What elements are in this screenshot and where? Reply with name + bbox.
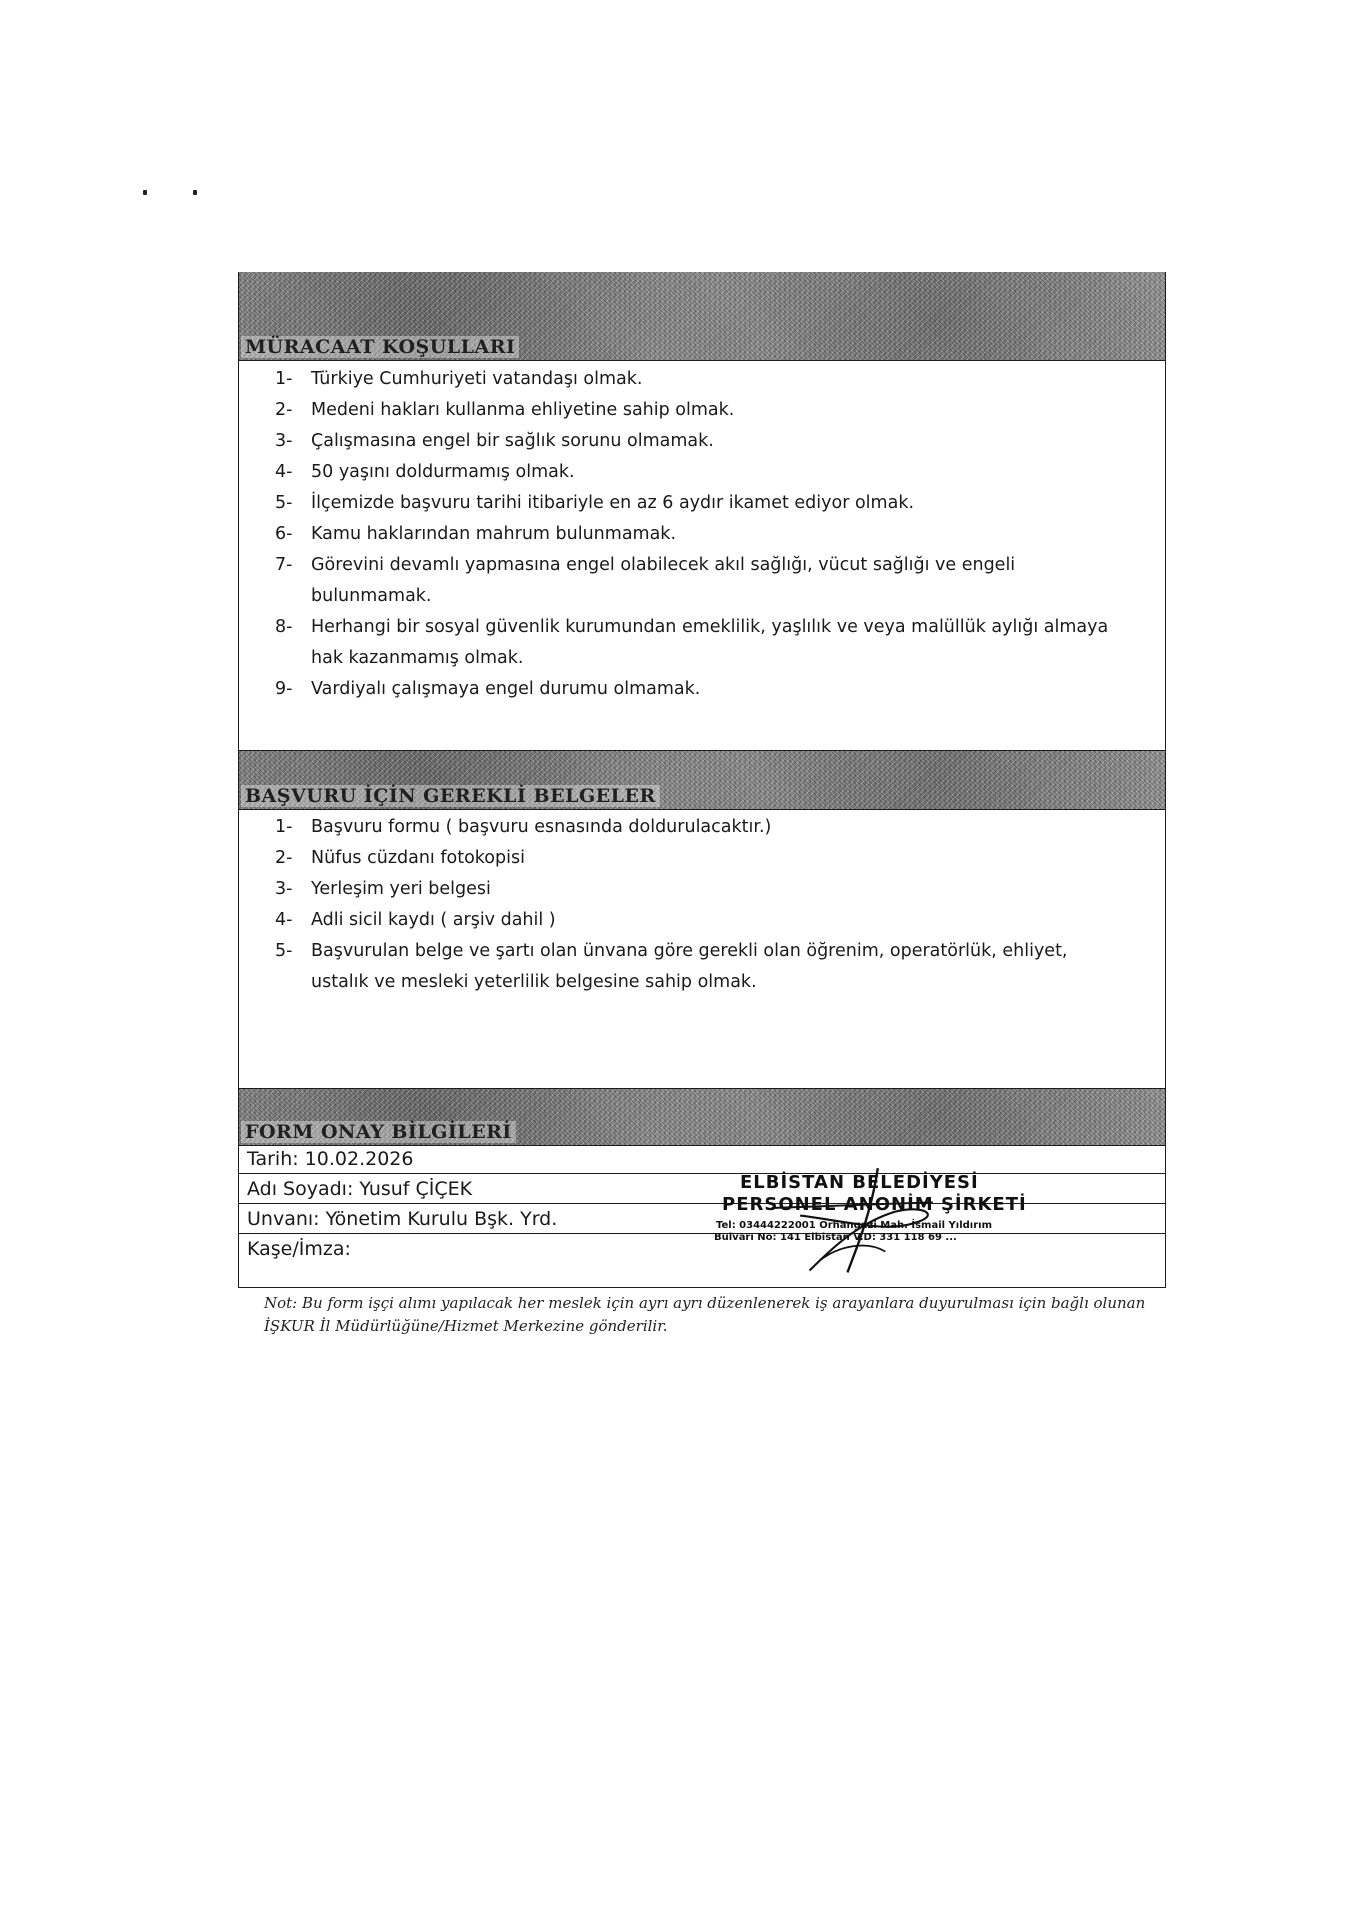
- list-item: [239, 457, 1165, 488]
- item-text: 50 yaşını doldurmamış olmak.: [311, 462, 575, 482]
- list-item: [239, 395, 1165, 426]
- stamp-line-1: ELBİSTAN BELEDİYESİ: [740, 1172, 979, 1193]
- conditions-list: [239, 364, 1165, 705]
- approval-header: [239, 1088, 1165, 1146]
- name-row: Adı Soyadı: Yusuf ÇİÇEK: [239, 1174, 1165, 1204]
- list-item: [239, 936, 1165, 998]
- item-number: 6-: [275, 524, 293, 544]
- list-item: [239, 612, 1165, 674]
- item-number: 1-: [275, 369, 293, 389]
- item-number: 8-: [275, 617, 293, 637]
- item-text: Başvuru formu ( başvuru esnasında doldurulacaktır.): [311, 817, 772, 837]
- item-number: 2-: [275, 848, 293, 868]
- documents-list: [239, 812, 1165, 998]
- list-item: [239, 426, 1165, 457]
- item-text: Medeni hakları kullanma ehliyetine sahip olmak.: [311, 400, 735, 420]
- signature-icon: [658, 1166, 1018, 1286]
- list-item: [239, 874, 1165, 905]
- application-form: [238, 272, 1166, 1288]
- item-number: 1-: [275, 817, 293, 837]
- date-row: Tarih: 10.02.2026: [239, 1144, 1165, 1174]
- item-number: 7-: [275, 555, 293, 575]
- item-number: 3-: [275, 879, 293, 899]
- approval-title: FORM ONAY BİLGİLERİ: [241, 1121, 516, 1143]
- item-text: Türkiye Cumhuriyeti vatandaşı olmak.: [311, 369, 643, 389]
- stamp-line-2: PERSONEL ANONİM ŞİRKETİ: [722, 1194, 1027, 1215]
- stamp-line-4: Bulvarı No: 141 Elbistan V.D: 331 118 69 ...: [714, 1232, 957, 1243]
- item-number: 2-: [275, 400, 293, 420]
- stamp-line-3: Tel: 03444222001 Orhangazi Mah. İsmail Yıldırım: [716, 1220, 992, 1231]
- footnote: Not: Bu form işçi alımı yapılacak her meslek için ayrı ayrı düzenlenerek iş arayanlara duyurulması için bağlı olunan İŞKUR İl Müdürlüğüne/Hizmet Merkezine gönderilir.: [264, 1294, 1146, 1335]
- documents-title: BAŞVURU İÇİN GEREKLİ BELGELER: [241, 785, 660, 807]
- item-text: Adli sicil kaydı ( arşiv dahil ): [311, 910, 556, 930]
- list-item: [239, 519, 1165, 550]
- conditions-title: MÜRACAAT KOŞULLARI: [241, 336, 519, 358]
- item-text: Görevini devamlı yapmasına engel olabilecek akıl sağlığı, vücut sağlığı ve engeli bulunmamak.: [311, 555, 1016, 606]
- list-item: [239, 364, 1165, 395]
- item-text: Çalışmasına engel bir sağlık sorunu olmamak.: [311, 431, 714, 451]
- list-item: [239, 812, 1165, 843]
- scan-speck: [143, 190, 147, 195]
- item-number: 4-: [275, 462, 293, 482]
- list-item: [239, 550, 1165, 612]
- documents-header: [239, 750, 1165, 810]
- list-item: [239, 674, 1165, 705]
- list-item: [239, 843, 1165, 874]
- item-text: Nüfus cüzdanı fotokopisi: [311, 848, 525, 868]
- item-number: 9-: [275, 679, 293, 699]
- item-number: 5-: [275, 493, 293, 513]
- item-number: 4-: [275, 910, 293, 930]
- item-text: Yerleşim yeri belgesi: [311, 879, 491, 899]
- list-item: [239, 488, 1165, 519]
- title-row: Unvanı: Yönetim Kurulu Bşk. Yrd.: [239, 1204, 1165, 1234]
- list-item: [239, 905, 1165, 936]
- company-stamp: [658, 1166, 1038, 1292]
- stamp-row: Kaşe/İmza:: [247, 1238, 351, 1260]
- item-text: Kamu haklarından mahrum bulunmamak.: [311, 524, 677, 544]
- item-text: Herhangi bir sosyal güvenlik kurumundan emeklilik, yaşlılık ve veya malüllük aylığı almaya hak kazanmamış olmak.: [311, 617, 1109, 668]
- conditions-header: [239, 272, 1165, 361]
- scan-speck: [193, 190, 197, 195]
- item-text: Başvurulan belge ve şartı olan ünvana göre gerekli olan öğrenim, operatörlük, ehliyet, ustalık ve mesleki yeterlilik belgesine sahip olmak.: [311, 941, 1068, 992]
- item-text: İlçemizde başvuru tarihi itibariyle en az 6 aydır ikamet ediyor olmak.: [311, 493, 915, 513]
- item-text: Vardiyalı çalışmaya engel durumu olmamak.: [311, 679, 701, 699]
- item-number: 5-: [275, 941, 293, 961]
- item-number: 3-: [275, 431, 293, 451]
